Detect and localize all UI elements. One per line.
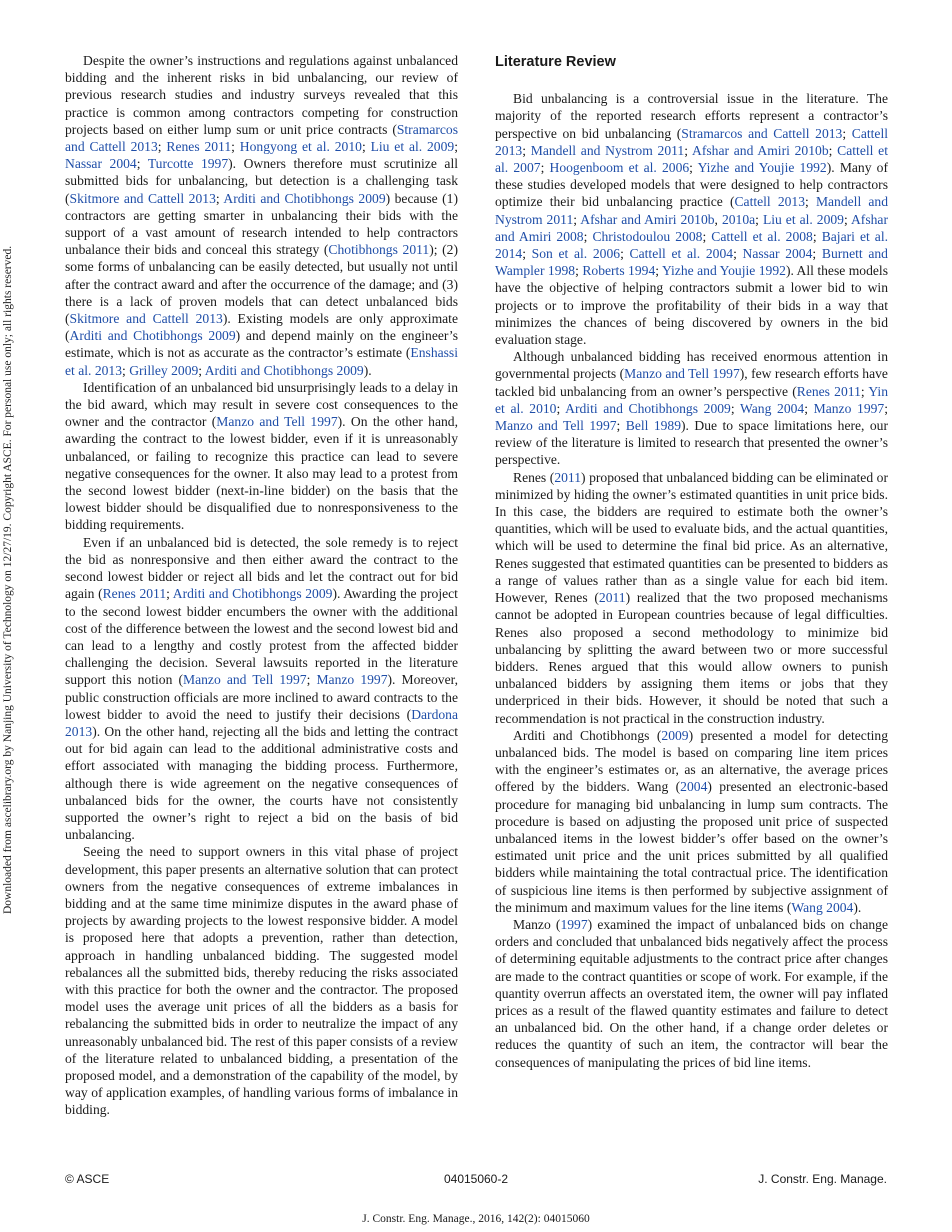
download-notice: Downloaded from ascelibrary.org by Nanjing University of Technology on 12/27/19. Copyright ASCE. For personal use only; all rights reserved. — [2, 245, 14, 915]
paragraph-text: ) and depend mainly on the engineer’s estimate, which is not as accurate as the contractor’s estimate ( — [65, 328, 458, 361]
paragraph-text: ; — [812, 228, 822, 244]
paragraph-text: ; — [573, 211, 581, 227]
paragraph-text: ; — [733, 246, 743, 262]
paragraph-text: ; — [122, 362, 130, 378]
citation-link[interactable]: Manzo and Tell 1997 — [495, 418, 617, 434]
paragraph-text: ), few research efforts have tackled bid unbalancing from an owner’s perspective ( — [495, 366, 888, 399]
citation-link[interactable]: Hongyong et al. 2010 — [239, 139, 362, 155]
left-column — [65, 52, 458, 1119]
paragraph-text: ) proposed that unbalanced bidding can be eliminated or minimized by hiding the owner’s estimated quantities in unit price bids. In this case, the bidders are required to estimate both the owner’s quantities, which will be used to evaluate bids, and the actual quantities, which will be used to determine the final bid price. As an alternative, Renes suggested that estimated quantities can be presented to bidders as a range of values rather than as a single value for each bid item. However, Renes ( — [495, 469, 888, 606]
paragraph-text: Arditi and Chotibhongs ( — [513, 727, 662, 743]
paragraph-text: ; — [306, 672, 317, 688]
paragraph-text: ). — [363, 362, 372, 378]
paragraph-text: ; — [805, 194, 816, 210]
citation-link[interactable]: Mandell and Nystrom 2011 — [530, 142, 685, 158]
citation-link[interactable]: Cattell et al. 2008 — [711, 228, 813, 244]
citation-link[interactable]: Son et al. 2006 — [531, 246, 621, 262]
paragraph-text: ; — [828, 142, 838, 158]
citation-line: J. Constr. Eng. Manage., 2016, 142(2): 04015060 — [362, 1213, 590, 1225]
citation-link[interactable]: Roberts 1994 — [582, 263, 656, 279]
citation-link[interactable]: Stramarcos and Cattell 2013 — [681, 125, 843, 141]
paragraph-text: ; — [842, 125, 852, 141]
citation-link[interactable]: Liu et al. 2009 — [762, 211, 844, 227]
footer-copyright: © ASCE — [65, 1172, 110, 1186]
citation-link[interactable]: Manzo 1997 — [316, 672, 388, 688]
paragraph-text: Despite the owner’s instructions and regulations against unbalanced bidding and the inherent risks in bid unbalancing, our review of previous research studies and industry surveys revealed that this practice is common among contractors competing for construction projects based on either lump sum or unit price contracts ( — [65, 53, 458, 137]
citation-link[interactable]: Dardona 2013 — [65, 706, 458, 739]
paragraph — [495, 916, 888, 1071]
paragraph-text: ) presented a model for detecting unbalanced bids. The model is based on comparing line item prices with the engineer’s estimates or, as an alternative, the average prices offered by the bidders. Wang ( — [495, 727, 888, 795]
citation-link[interactable]: Cattell et al. 2007 — [495, 142, 888, 176]
paragraph-text: ) because (1) contractors are getting smarter in unbalancing their bids with the support of a vast amount of research intended to help contractors unbalance their bids and conceal this strategy ( — [65, 190, 458, 258]
citation-link[interactable]: Skitmore and Cattell 2013 — [69, 311, 223, 327]
citation-link[interactable]: Arditi and Chotibhongs 2009 — [204, 362, 364, 378]
paragraph-text: ). On the other hand, rejecting all the bids and letting the contract out for bid again can lead to the additional administrative costs and effort associated with managing the bidding process. Furthermore, although there is wide agreement on the negative consequences of unbalanced bids for the owner, the courts have not consistently supported the owner’s right to reject a bid on the basis of bid unbalancing. — [65, 723, 458, 843]
citation-link[interactable]: Yizhe and Youjie 1992 — [661, 263, 786, 279]
right-column — [495, 52, 888, 1071]
citation-link[interactable]: 1997 — [560, 916, 588, 932]
citation-link[interactable]: Afshar and Amiri 2008 — [495, 211, 888, 244]
paragraph-text: ). On the other hand, awarding the contract to the lowest bidder, even if it is unreasonably unbalanced, or failing to recognize this practice can lead to severe negative consequences for the owner. It also may lead to a protest from the second lowest bidder (next-in-line bidder) on the basis that the lowest bidder should be disqualified due to nonresponsiveness to the bidding requirements. — [65, 414, 458, 533]
citation-link[interactable]: Arditi and Chotibhongs 2009 — [172, 586, 333, 602]
citation-link[interactable]: Mandell and Nystrom 2011 — [495, 194, 888, 227]
citation-link[interactable]: Manzo and Tell 1997 — [624, 366, 740, 382]
citation-link[interactable]: 2011 — [554, 469, 581, 485]
citation-link[interactable]: Burnett and Wampler 1998 — [495, 246, 888, 279]
paragraph-text: ; — [522, 142, 531, 158]
paragraph-text: ; — [166, 586, 173, 602]
citation-link[interactable]: Turcotte 1997 — [147, 156, 229, 172]
citation-link[interactable]: Renes 2011 — [796, 383, 861, 399]
paragraph-text: ; — [702, 228, 712, 244]
footer-journal: J. Constr. Eng. Manage. — [758, 1172, 887, 1186]
paragraph-text: ). All these models have the objective of helping contractors submit a lower bid to win projects or to improve the profitability of their bids in a way that minimizes the chances of being discovered by owners in the bid evaluation stage. — [495, 263, 888, 348]
citation-link[interactable]: Renes 2011 — [102, 586, 167, 602]
citation-link[interactable]: Arditi and Chotibhongs 2009 — [565, 400, 731, 416]
paragraph-text: ; — [755, 211, 763, 227]
paragraph — [65, 52, 458, 379]
citation-link[interactable]: Cattell et al. 2004 — [629, 246, 734, 262]
paragraph-text: Identification of an unbalanced bid unsurprisingly leads to a delay in the bid award, which may result in severe cost consequences to the owner and the contractor ( — [65, 379, 458, 430]
paragraph-text: ; — [231, 139, 240, 155]
paragraph-text: ). Moreover, public construction officials are more inclined to award contracts to the lowest bidder to avoid the need to justify their decisions ( — [65, 672, 458, 722]
paragraph-text: , — [714, 211, 722, 227]
citation-link[interactable]: Hoogenboom et al. 2006 — [549, 160, 690, 176]
paragraph-text: ). Existing models are only approximate ( — [65, 311, 458, 344]
paragraph-text: ; — [454, 139, 458, 155]
citation-link[interactable]: Manzo and Tell 1997 — [216, 414, 338, 430]
citation-link[interactable]: Afshar and Amiri 2010b — [580, 211, 715, 227]
citation-link[interactable]: 2011 — [598, 590, 626, 606]
paragraph-text: ) examined the impact of unbalanced bids on change orders and concluded that unbalanced bids negatively affect the process of determining equitable adjustments to the contract price after changes are made to the contract quantities or scope of work. For example, if the quantity overrun affects an overstated item, the owner will pay inflated prices as a result of the flawed quantity estimates and failure to detect an unbalanced bid. On the other hand, if a change order deletes or reduces the quantity of such an item, the contractor will bear the consequences of manipulating the prices of bid line items. — [495, 916, 888, 1070]
paragraph-text: Renes ( — [513, 469, 555, 485]
paragraph-text: ; — [540, 160, 550, 176]
paragraph-text: ; — [804, 400, 814, 416]
citation-link[interactable]: Arditi and Chotibhongs 2009 — [69, 328, 236, 344]
paragraph-text: ; — [730, 400, 741, 416]
paragraph-text: ; — [157, 139, 167, 155]
paragraph — [495, 727, 888, 916]
paragraph-text: ; — [684, 142, 693, 158]
citation-link[interactable]: Afshar and Amiri 2010b — [692, 142, 829, 158]
paragraph-text: Bid unbalancing is a controversial issue in the literature. The majority of the reported research efforts represent a contractor’s perspective on bid unbalancing ( — [495, 91, 888, 141]
section-heading-literature-review: Literature Review — [495, 54, 616, 70]
citation-link[interactable]: Bajari et al. 2014 — [495, 228, 888, 262]
paragraph-text: ; — [843, 211, 851, 227]
citation-link[interactable]: Arditi and Chotibhongs 2009 — [223, 190, 386, 206]
paragraph-text: ; — [689, 160, 698, 176]
paragraph-text: ). Owners therefore must scrutinize all submitted bids for unbalancing, but detection is a challenging task ( — [65, 156, 459, 206]
citation-link[interactable]: Christodoulou 2008 — [592, 228, 703, 244]
paragraph-text: ; — [583, 228, 593, 244]
paragraph-text: Manzo ( — [513, 916, 561, 932]
paragraph-text: ; — [616, 418, 626, 434]
citation-link[interactable]: Enshassi et al. 2013 — [65, 345, 458, 378]
citation-link[interactable]: Cattell 2013 — [495, 125, 889, 158]
citation-link[interactable]: Stramarcos and Cattell 2013 — [65, 121, 458, 155]
citation-link[interactable]: Manzo 1997 — [813, 400, 885, 416]
paragraph-text: ; — [575, 263, 583, 279]
paragraph — [65, 379, 458, 534]
paragraph-text: Even if an unbalanced bid is detected, the sole remedy is to reject the bid as nonresponsive and then either award the contract to the second lowest bidder or reject all bids and let the contract out for bid again ( — [65, 534, 458, 602]
paragraph — [495, 90, 888, 348]
citation-link[interactable]: Bell 1989 — [625, 418, 682, 434]
paragraph-text: ; — [860, 383, 869, 399]
citation-link[interactable]: Nassar 2004 — [65, 156, 137, 172]
paragraph-text: Although unbalanced bidding has received enormous attention in governmental projects ( — [495, 349, 888, 382]
citation-link[interactable]: Renes 2011 — [166, 139, 232, 155]
citation-link[interactable]: 2004 — [680, 779, 708, 795]
citation-link[interactable]: Nassar 2004 — [742, 246, 813, 262]
citation-link[interactable]: Liu et al. 2009 — [370, 139, 455, 155]
page-footer — [65, 1172, 887, 1190]
paragraph — [495, 348, 888, 468]
citation-link[interactable]: Grilley 2009 — [129, 362, 199, 378]
footer-article-number: 04015060-2 — [443, 1172, 509, 1186]
paragraph-text: ; — [556, 400, 566, 416]
citation-link[interactable]: 2009 — [661, 727, 689, 743]
citation-link[interactable]: Chotibhongs 2011 — [328, 242, 430, 258]
paragraph-text: ; — [361, 139, 371, 155]
citation-link[interactable]: Manzo and Tell 1997 — [183, 672, 307, 688]
paragraph-text: ; — [812, 246, 822, 262]
citation-link[interactable]: Wang 2004 — [740, 400, 805, 416]
paragraph-text: ). Due to space limitations here, our review of the literature is limited to research that presented the owner’s perspective. — [495, 418, 888, 468]
citation-link[interactable]: Wang 2004 — [791, 899, 854, 915]
citation-link[interactable]: Skitmore and Cattell 2013 — [69, 190, 216, 206]
paragraph-text: ). — [853, 899, 862, 915]
paragraph — [65, 534, 458, 844]
paragraph-text: ; — [655, 263, 662, 279]
paragraph-text: ); (2) some forms of unbalancing can be easily detected, but usually not until after the contract award and after the occurrence of the damage; and (3) there is a lack of proven models that can detect unbalanced bids ( — [65, 242, 459, 327]
paragraph-text: ; — [522, 246, 532, 262]
paragraph-text: Seeing the need to support owners in this vital phase of project development, this paper presents an alternative solution that can protect owners from the negative consequences of extreme imbalances in bidding and at the same time minimize disputes in the award phase of projects by awarding projects to the lowest responsive bidder. A model is proposed here that adopts a prevention, rather than detection, approach in handling unbalanced bidding. The suggested model rebalances all the submitted bids, thereby reducing the risks associated with this practice for both the owner and the contractor. The proposed model uses the average unit prices of all the bidders as a basis for rebalancing the submitted bids in order to neutralize the impact of any unreasonably unbalanced bid. The rest of this paper consists of a review of the literature related to unbalanced bidding, a presentation of the proposed model, and a demonstration of the capability of the model, by way of application examples, of handling various forms of imbalance in bidding. — [65, 844, 458, 1118]
citation-link[interactable]: 2010a — [721, 211, 756, 227]
citation-link[interactable]: Yizhe and Youjie 1992 — [697, 160, 827, 176]
paragraph-text: ; — [215, 190, 224, 206]
paragraph-text: ). Awarding the project to the second lowest bidder encumbers the owner with the additional cost of the difference between the lowest and the second lowest bid and can lead to a lengthy and costly protest from the affected bidder challenging the decision. Several lawsuits reported in the literature support this notion ( — [65, 586, 458, 688]
paragraph-text: ; — [884, 400, 888, 416]
citation-link[interactable]: Cattell 2013 — [734, 194, 806, 210]
paragraph-text: ; — [620, 246, 630, 262]
paragraph-text: ) presented an electronic-based procedure for managing bid unbalancing in lump sum contracts. The procedure is based on adjusting the proposed unit price of suspected unbalanced items in the lowest bidder’s offer based on the owner’s estimated unit price and the unit prices submitted by all qualified bidders while maintaining the total contractual price. The identification of suspicious line items is then performed by subjective assignment of the minimum and maximum values for the line items ( — [495, 779, 889, 915]
paragraph-text: ; — [198, 362, 205, 378]
paragraph — [495, 469, 888, 727]
paragraph-text: ; — [136, 156, 148, 172]
paragraph — [65, 843, 458, 1118]
paragraph-text: ). Many of these studies developed models that were designed to help contractors optimize their bid unbalancing practice ( — [495, 160, 889, 210]
paragraph-text: ) realized that the two proposed mechanisms cannot be adopted in European countries because of legal difficulties. Renes also proposed a second methodology to minimize bid unbalancing by splitting the award between two or more successful bidders. Renes argued that this would allow owners to punish unbalanced bidders by assigning them items or jobs that they underpriced in their bids. However, it should be noted that such a recommendation is not practical in the construction industry. — [495, 590, 888, 726]
citation-link[interactable]: Yin et al. 2010 — [495, 383, 888, 416]
